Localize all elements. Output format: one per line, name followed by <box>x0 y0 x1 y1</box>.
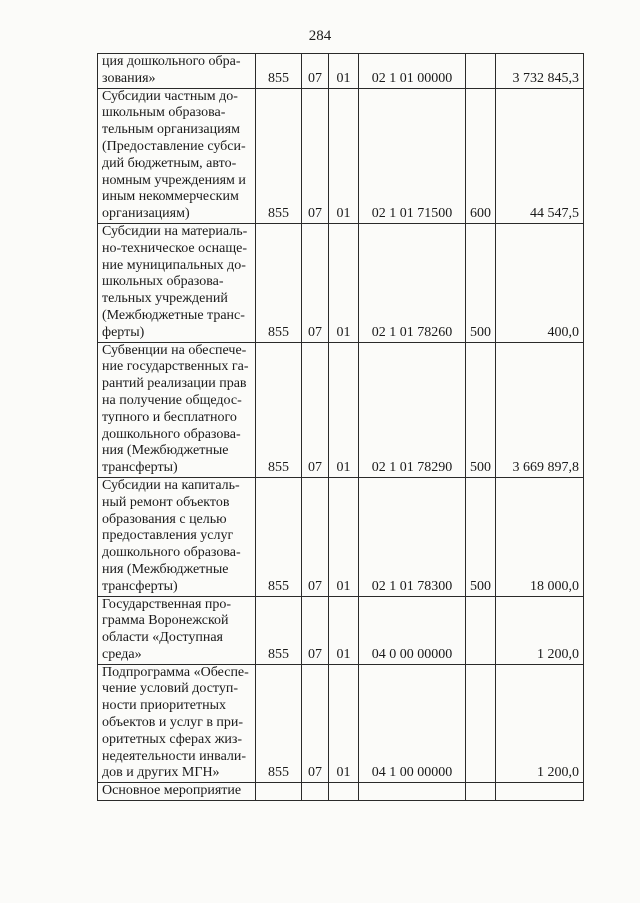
ministry-code-cell: 855 <box>256 223 302 342</box>
section-code-cell: 07 <box>302 88 329 223</box>
section-code-cell: 07 <box>302 223 329 342</box>
expense-type-cell <box>466 596 496 664</box>
ministry-code-cell: 855 <box>256 342 302 477</box>
target-article-cell: 02 1 01 78290 <box>359 342 466 477</box>
item-name-line: трансферты) <box>102 578 178 594</box>
item-name-line: (Предоставление субси- <box>102 138 246 154</box>
subsection-code-cell: 01 <box>329 342 359 477</box>
target-article-cell <box>359 783 466 801</box>
target-article-cell: 02 1 01 78300 <box>359 477 466 596</box>
item-name-cell <box>98 54 256 89</box>
table-row <box>98 664 584 783</box>
item-name-line: Субсидии частным до- <box>102 88 238 104</box>
table-body <box>98 54 584 801</box>
item-name-line: грамма Воронежской <box>102 613 229 629</box>
expense-type-cell: 500 <box>466 342 496 477</box>
target-article-cell: 04 1 00 00000 <box>359 664 466 783</box>
ministry-code-cell: 855 <box>256 477 302 596</box>
expense-type-cell <box>466 783 496 801</box>
item-name-line: тельным организациям <box>102 122 240 138</box>
ministry-code-cell: 855 <box>256 88 302 223</box>
table-row <box>98 342 584 477</box>
target-article-cell: 02 1 01 00000 <box>359 54 466 89</box>
item-name-cell <box>98 783 256 801</box>
item-name-line: школьных образова- <box>102 274 224 290</box>
expense-type-cell: 500 <box>466 477 496 596</box>
item-name-line: чение условий доступ- <box>102 681 239 697</box>
table-row <box>98 88 584 223</box>
item-name-line: рантий реализации прав <box>102 376 247 392</box>
subsection-code-cell: 01 <box>329 223 359 342</box>
item-name-line: оритетных сферах жиз- <box>102 731 243 747</box>
item-name-cell <box>98 596 256 664</box>
expense-type-cell: 500 <box>466 223 496 342</box>
subsection-code-cell: 01 <box>329 54 359 89</box>
target-article-cell: 02 1 01 78260 <box>359 223 466 342</box>
item-name-line: ния (Межбюджетные <box>102 443 229 459</box>
subsection-code-cell: 01 <box>329 596 359 664</box>
item-name-line: объектов и услуг в при- <box>102 715 244 731</box>
item-name-line: тельных учреждений <box>102 291 228 307</box>
item-name-line: недеятельности инвали- <box>102 748 247 764</box>
item-name-line: ние государственных га- <box>102 359 249 375</box>
target-article-cell: 02 1 01 71500 <box>359 88 466 223</box>
item-name-line: дошкольного образова- <box>102 426 241 442</box>
item-name-cell <box>98 88 256 223</box>
table-row <box>98 477 584 596</box>
item-name-line: Субвенции на обеспече- <box>102 342 247 358</box>
item-name-line: ция дошкольного обра- <box>102 54 241 69</box>
item-name-line: номным учреждениям и <box>102 172 246 188</box>
item-name-cell <box>98 342 256 477</box>
amount-cell: 3 669 897,8 <box>496 342 584 477</box>
amount-cell: 1 200,0 <box>496 664 584 783</box>
expense-type-cell: 600 <box>466 88 496 223</box>
amount-cell: 1 200,0 <box>496 596 584 664</box>
amount-cell: 400,0 <box>496 223 584 342</box>
table-row <box>98 54 584 89</box>
item-name-line: ности приоритетных <box>102 698 226 714</box>
item-name-line: Подпрограмма «Обеспе- <box>102 664 249 680</box>
table-row <box>98 783 584 801</box>
item-name-cell <box>98 223 256 342</box>
item-name-line: но-техническое оснаще- <box>102 240 248 256</box>
item-name-line: дошкольного образова- <box>102 545 241 561</box>
subsection-code-cell <box>329 783 359 801</box>
item-name-line: Субсидии на материаль- <box>102 223 248 239</box>
item-name-line: иным некоммерческим <box>102 189 239 205</box>
amount-cell: 18 000,0 <box>496 477 584 596</box>
budget-table <box>97 53 584 801</box>
table-row <box>98 223 584 342</box>
page-number: 284 <box>308 28 332 44</box>
section-code-cell: 07 <box>302 54 329 89</box>
target-article-cell: 04 0 00 00000 <box>359 596 466 664</box>
item-name-cell <box>98 664 256 783</box>
ministry-code-cell: 855 <box>256 54 302 89</box>
section-code-cell: 07 <box>302 664 329 783</box>
item-name-line: Государственная про- <box>102 596 232 612</box>
subsection-code-cell: 01 <box>329 88 359 223</box>
item-name-line: области «Доступная <box>102 630 223 646</box>
item-name-line: ния (Межбюджетные <box>102 561 229 577</box>
item-name-line: на получение общедос- <box>102 392 242 408</box>
item-name-line: зования» <box>102 70 156 86</box>
item-name-line: ферты) <box>102 324 145 340</box>
item-name-line: организациям) <box>102 206 190 222</box>
ministry-code-cell <box>256 783 302 801</box>
item-name-line: предоставления услуг <box>102 528 234 544</box>
subsection-code-cell: 01 <box>329 477 359 596</box>
amount-cell: 3 732 845,3 <box>496 54 584 89</box>
section-code-cell: 07 <box>302 596 329 664</box>
item-name-line: ние муниципальных до- <box>102 257 246 273</box>
item-name-line: Субсидии на капиталь- <box>102 477 240 493</box>
item-name-line: (Межбюджетные транс- <box>102 307 245 323</box>
item-name-line: школьным образова- <box>102 105 226 121</box>
amount-cell <box>496 783 584 801</box>
expense-type-cell <box>466 664 496 783</box>
ministry-code-cell: 855 <box>256 596 302 664</box>
amount-cell: 44 547,5 <box>496 88 584 223</box>
item-name-line: образования с целью <box>102 511 227 527</box>
item-name-line: трансферты) <box>102 460 178 476</box>
expense-type-cell <box>466 54 496 89</box>
section-code-cell: 07 <box>302 477 329 596</box>
item-name-line: среда» <box>102 646 142 662</box>
item-name-cell <box>98 477 256 596</box>
subsection-code-cell: 01 <box>329 664 359 783</box>
item-name-line: тупного и бесплатного <box>102 409 237 425</box>
section-code-cell <box>302 783 329 801</box>
section-code-cell: 07 <box>302 342 329 477</box>
table-row <box>98 596 584 664</box>
item-name-line: ный ремонт объектов <box>102 494 230 510</box>
item-name-line: Основное мероприятие <box>102 783 242 799</box>
item-name-line: дов и других МГН» <box>102 765 220 781</box>
item-name-line: дий бюджетным, авто- <box>102 155 237 171</box>
ministry-code-cell: 855 <box>256 664 302 783</box>
